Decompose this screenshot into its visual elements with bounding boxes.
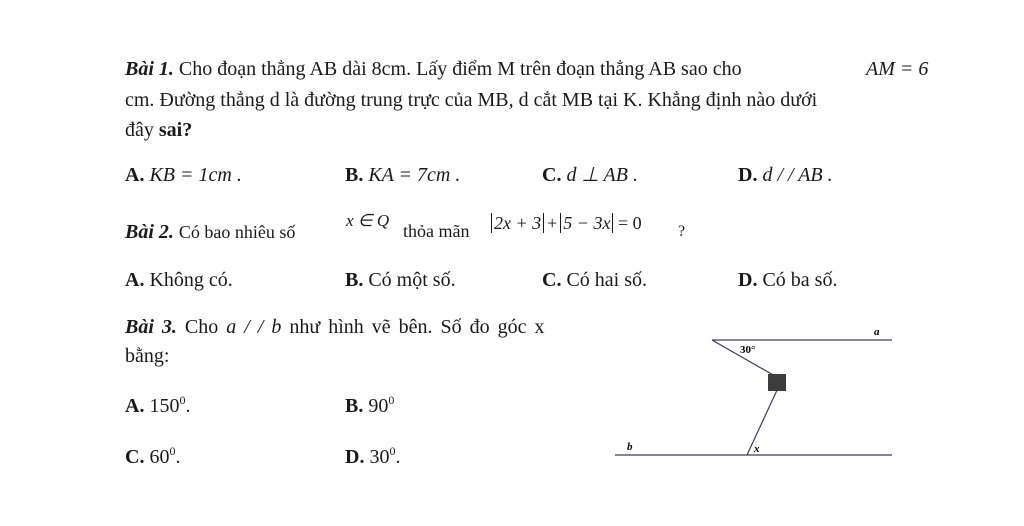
option-letter: A. xyxy=(125,164,145,186)
degree-sup: 0 xyxy=(169,444,176,458)
option-letter: D. xyxy=(738,164,758,186)
bai1-line1-text: Cho đoạn thẳng AB dài 8cm. Lấy điểm M trên đoạn thẳng AB sao cho xyxy=(178,58,742,80)
right-angle-marker xyxy=(768,374,786,391)
option-end: . xyxy=(185,395,191,417)
degree-sup: 0 xyxy=(389,444,396,458)
bai2-text1: Có bao nhiêu số xyxy=(178,222,296,242)
angle-30-label: 30° xyxy=(740,344,756,356)
angle-x-label: x xyxy=(754,443,760,455)
bai3-text1: Cho xyxy=(184,316,219,338)
bai2-option-c[interactable] xyxy=(542,270,647,290)
bai1-line3 xyxy=(125,120,192,140)
bai1-line3-text: đây xyxy=(125,119,154,141)
bai2-option-d[interactable] xyxy=(738,270,837,290)
option-text: Không có. xyxy=(149,269,233,291)
option-letter: D. xyxy=(345,446,365,468)
option-text: KB = 1cm . xyxy=(149,164,242,186)
bai3-option-b[interactable] xyxy=(345,393,395,417)
option-letter: D. xyxy=(738,269,758,291)
abs-term-2: 5 − 3x xyxy=(560,213,613,233)
option-letter: C. xyxy=(542,269,562,291)
option-end: . xyxy=(175,446,181,468)
option-end: . xyxy=(395,446,401,468)
option-value: 30 xyxy=(369,446,390,468)
bai3-option-c[interactable] xyxy=(125,444,181,468)
option-text: d ⊥ AB . xyxy=(566,164,638,186)
label-a: a xyxy=(874,326,880,338)
bai1-line2: cm. Đường thẳng d là đường trung trực của MB, d cắt MB tại K. Khẳng định nào dưới xyxy=(125,89,818,111)
degree-sup: 0 xyxy=(179,393,186,407)
bai1-option-c[interactable] xyxy=(542,165,638,185)
degree-sup: 0 xyxy=(388,393,395,407)
option-text: KA = 7cm . xyxy=(368,164,461,186)
option-letter: B. xyxy=(345,395,364,417)
bai2-line1 xyxy=(125,222,295,242)
option-letter: A. xyxy=(125,395,145,417)
bai2-option-b[interactable] xyxy=(345,270,456,290)
bai2-equation xyxy=(491,214,642,232)
label-b: b xyxy=(627,441,633,453)
plus-sign: + xyxy=(547,213,558,233)
bai3-parallel-formula: a / / b xyxy=(226,316,282,338)
option-letter: B. xyxy=(345,164,364,186)
option-text: Có một số. xyxy=(368,269,456,291)
option-letter: B. xyxy=(345,269,364,291)
bai1-option-a[interactable] xyxy=(125,165,242,185)
bai3-line1 xyxy=(125,317,545,337)
bai3-option-a[interactable] xyxy=(125,393,191,417)
bai1-option-b[interactable] xyxy=(345,165,460,185)
option-value: 90 xyxy=(368,395,389,417)
bai1-heading: Bài 1. xyxy=(125,58,174,80)
option-value: 150 xyxy=(149,395,180,417)
bai3-heading: Bài 3. xyxy=(125,316,177,338)
bai3-line2: bằng: xyxy=(125,345,170,367)
option-letter: A. xyxy=(125,269,145,291)
option-value: 60 xyxy=(149,446,170,468)
bai2-x-in-q: x ∈ Q xyxy=(346,211,390,230)
bai2-heading: Bài 2. xyxy=(125,221,174,243)
option-text: d / / AB . xyxy=(762,164,833,186)
bai1-sai-label: sai? xyxy=(158,119,193,141)
bai3-option-d[interactable] xyxy=(345,444,401,468)
bai1-line1 xyxy=(125,59,742,79)
segment-transversal xyxy=(747,388,778,455)
option-letter: C. xyxy=(542,164,562,186)
bai2-text2: thỏa mãn xyxy=(403,221,470,241)
option-letter: C. xyxy=(125,446,145,468)
bai3-text2: như hình vẽ bên. Số đo góc x xyxy=(289,316,545,338)
bai2-option-a[interactable] xyxy=(125,270,233,290)
bai1-option-d[interactable] xyxy=(738,165,833,185)
option-text: Có ba số. xyxy=(762,269,838,291)
option-text: Có hai số. xyxy=(566,269,648,291)
bai1-am-formula: AM = 6 xyxy=(866,58,929,80)
bai2-question-mark: ? xyxy=(678,223,686,240)
parallel-lines-figure xyxy=(600,318,900,468)
abs-term-1: 2x + 3 xyxy=(491,213,544,233)
equals-zero: = 0 xyxy=(617,213,642,233)
